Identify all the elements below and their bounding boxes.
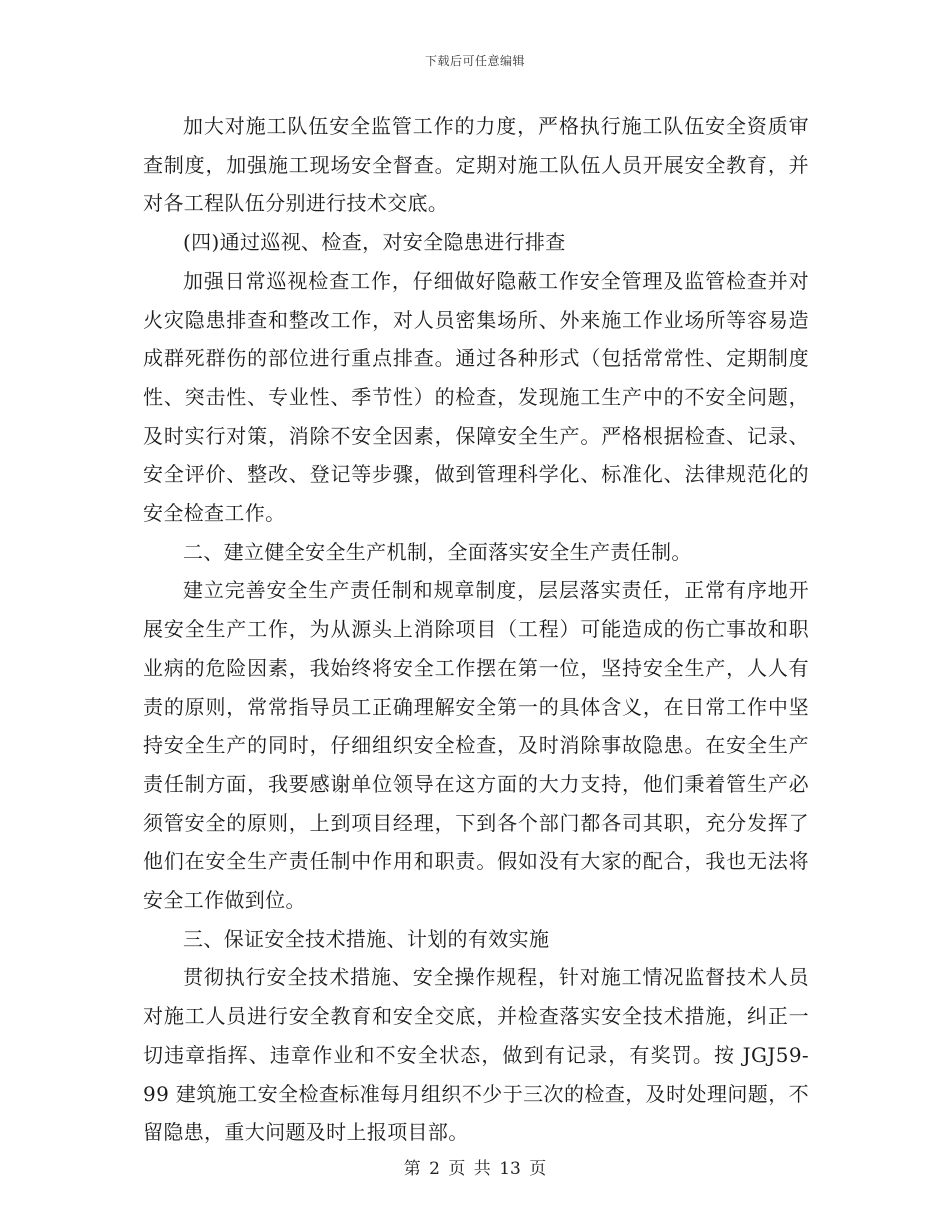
paragraph-supervision: 加大对施工队伍安全监管工作的力度，严格执行施工队伍安全资质审查制度，加强施工现场安全督查。定期对施工队伍人员开展安全教育，并对各工程队伍分别进行技术交底。 — [143, 114, 809, 216]
page-header: 下载后可任意编辑 — [424, 54, 525, 68]
paragraph-responsibility: 建立完善安全生产责任制和规章制度，层层落实责任，正常有序地开展安全生产工作，为从源头上消除项目（工程）可能造成的伤亡事故和职业病的危险因素，我始终将安全工作摆在第一位，坚持安全生产，人人有责的原则，常常指导员工正确理解安全第一的具体含义，在日常工作中坚持安全生产的同时，仔细组织安全检查，及时消除事故隐患。在安全生产责任制方面，我要感谢单位领导在这方面的大力支持，他们秉着管生产必须管安全的原则，上到项目经理，下到各个部门都各司其职，充分发挥了他们在安全生产责任制中作用和职责。假如没有大家的配合，我也无法将安全工作做到位。 — [143, 578, 809, 913]
heading-measures: 三、保证安全技术措施、计划的有效实施 — [183, 926, 550, 951]
heading-responsibility: 二、建立健全安全生产机制，全面落实安全生产责任制。 — [183, 539, 692, 564]
document-body — [143, 107, 809, 1152]
paragraph-measures: 贯彻执行安全技术措施、安全操作规程，针对施工情况监督技术人员对施工人员进行安全教育和安全交底，并检查落实安全技术措施，纠正一切违章指挥、违章作业和不安全状态，做到有记录，有奖罚。按 JGJ59-99 建筑施工安全检查标准每月组织不少于三次的检查，及时处理问题，不留隐患，重大问题及时上报项目部。 — [143, 965, 809, 1145]
page-footer: 第 2 页 共 13 页 — [403, 1159, 547, 1179]
paragraph-inspection: 加强日常巡视检查工作，仔细做好隐蔽工作安全管理及监管检查并对火灾隐患排查和整改工作，对人员密集场所、外来施工作业场所等容易造成群死群伤的部位进行重点排查。通过各种形式（包括常常性、定期制度性、突击性、专业性、季节性）的检查，发现施工生产中的不安全问题，及时实行对策，消除不安全因素，保障安全生产。严格根据检查、记录、安全评价、整改、登记等步骤，做到管理科学化、标准化、法律规范化的安全检查工作。 — [143, 268, 809, 526]
heading-inspection: (四)通过巡视、检查，对安全隐患进行排查 — [183, 230, 566, 255]
